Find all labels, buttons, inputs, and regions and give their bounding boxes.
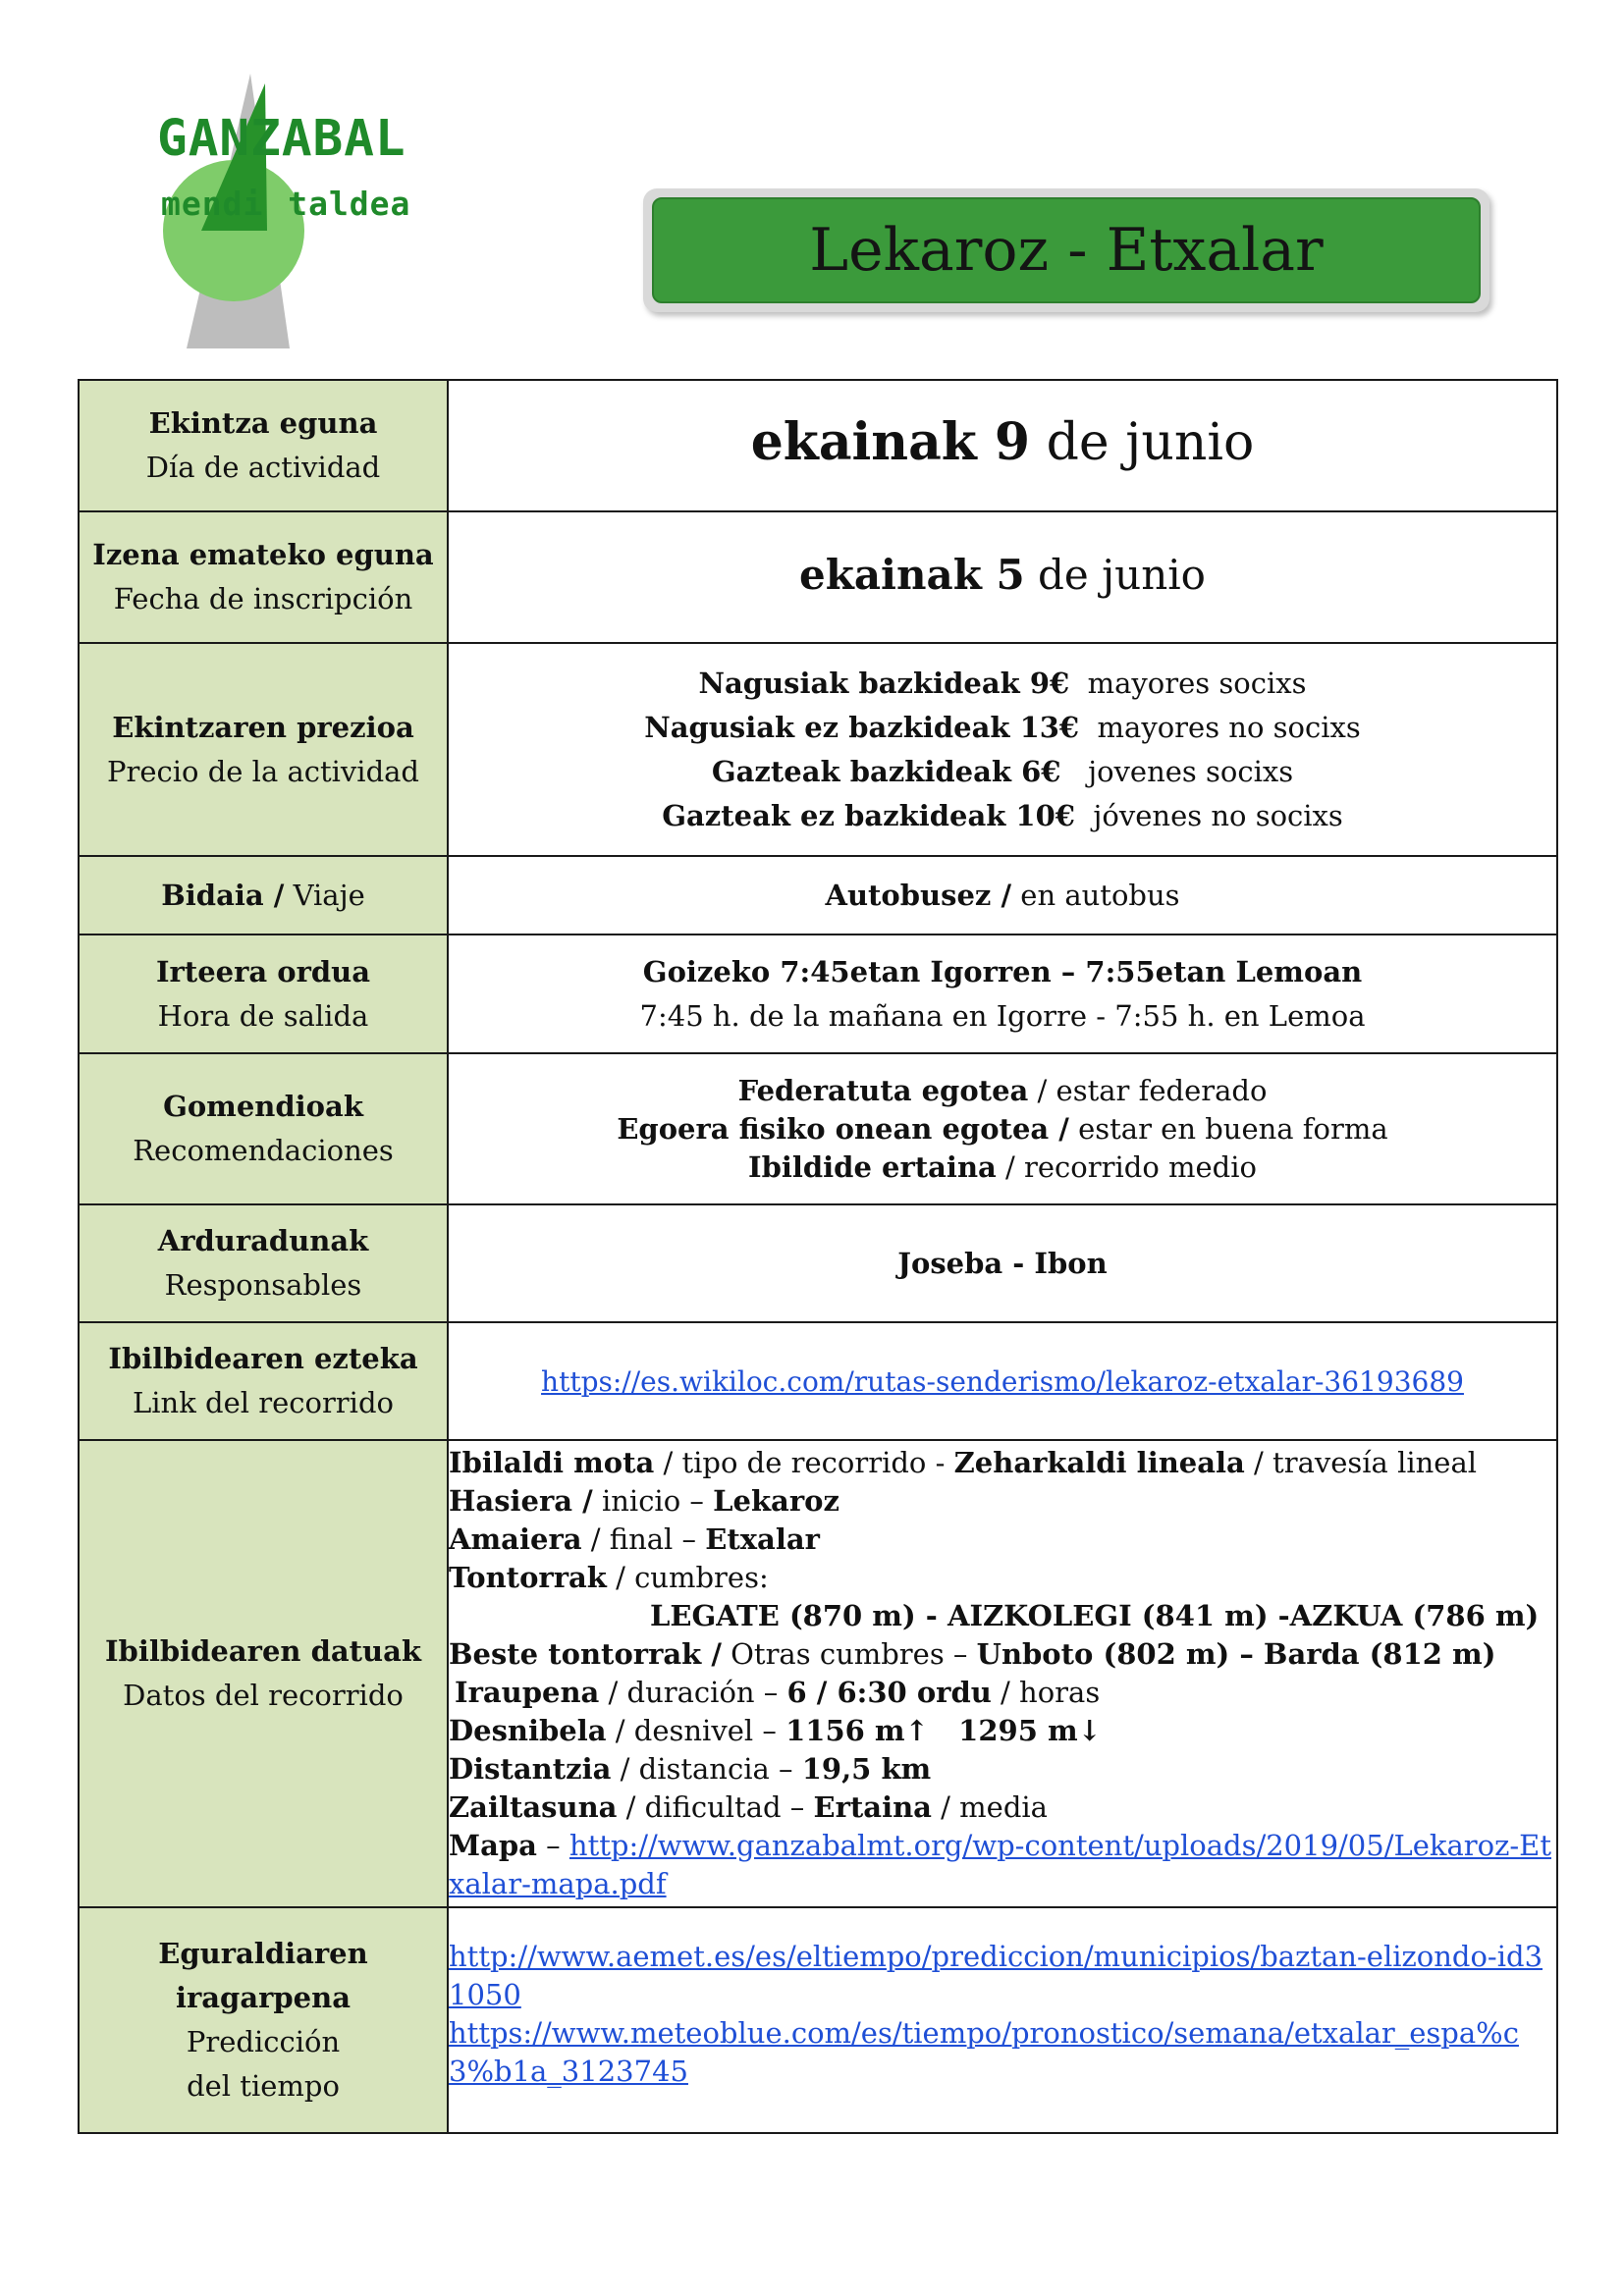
label-weather: Eguraldiaren iragarpena Predicción del tiempo bbox=[79, 1907, 448, 2133]
title-banner bbox=[643, 188, 1489, 312]
label-es: Recomendaciones bbox=[133, 1134, 394, 1167]
label-es: Hora de salida bbox=[157, 998, 369, 1033]
label-es: Responsables bbox=[164, 1268, 362, 1302]
label-date bbox=[79, 380, 448, 511]
value-travel: Autobusez / en autobus bbox=[448, 856, 1557, 934]
row-weather bbox=[79, 1907, 1557, 2133]
aemet-link[interactable]: http://www.aemet.es/es/eltiempo/prediccion/municipios/baztan-elizondo-id31050 bbox=[449, 1940, 1543, 2011]
label-es: Link del recorrido bbox=[133, 1386, 394, 1419]
value-departure: Goizeko 7:45etan Igorren – 7:55etan Lemoan 7:45 h. de la mañana en Igorre - 7:55 h. en Lemoa bbox=[448, 934, 1557, 1053]
route-other-peaks: Beste tontorrak / Otras cumbres – Unboto (802 m) – Barda (812 m) bbox=[449, 1637, 1496, 1671]
label-recommendations bbox=[79, 1053, 448, 1204]
label-eu: Ibilbidearen datuak bbox=[104, 1634, 422, 1668]
label-responsible bbox=[79, 1204, 448, 1322]
label-eu: Ekintza eguna bbox=[148, 406, 378, 440]
label-eu: Ekintzaren prezioa bbox=[112, 710, 414, 744]
date-es: de junio bbox=[1030, 412, 1255, 472]
price-line: Gazteak bazkideak 6€ jovenes socixs bbox=[711, 754, 1294, 788]
route-distance: Distantzia / distancia – 19,5 km bbox=[449, 1752, 932, 1786]
page-title: Lekaroz - Etxalar bbox=[809, 216, 1324, 285]
route-difficulty: Zailtasuna / dificultad – Ertaina / media bbox=[449, 1790, 1048, 1824]
meteoblue-link[interactable]: https://www.meteoblue.com/es/tiempo/pronostico/semana/etxalar_espa%c3%b1a_3123745 bbox=[449, 2016, 1519, 2088]
row-price bbox=[79, 643, 1557, 856]
price-line: Gazteak ez bazkideak 10€ jóvenes no socixs bbox=[662, 798, 1343, 832]
route-elevation: Desnibela / desnivel – 1156 m↑ 1295 m↓ bbox=[449, 1714, 1102, 1747]
route-map: Mapa – http://www.ganzabalmt.org/wp-content/uploads/2019/05/Lekaroz-Etxalar-mapa.pdf bbox=[449, 1829, 1551, 1900]
label-es: Fecha de inscripción bbox=[113, 582, 413, 615]
registration-eu: ekainak 5 bbox=[799, 551, 1025, 599]
route-peaks: Tontorrak / cumbres: bbox=[449, 1561, 769, 1594]
value-route-link bbox=[448, 1322, 1557, 1440]
price-line: Nagusiak ez bazkideak 13€ mayores no socixs bbox=[644, 710, 1361, 744]
value-price bbox=[448, 643, 1557, 856]
row-route-data bbox=[79, 1440, 1557, 1907]
route-type: Ibilaldi mota / tipo de recorrido - Zeharkaldi lineala / travesía lineal bbox=[449, 1446, 1478, 1479]
value-weather bbox=[448, 1907, 1557, 2133]
value-route-data bbox=[448, 1440, 1557, 1907]
value-responsible: Joseba - Ibon bbox=[448, 1204, 1557, 1322]
label-eu: Irteera ordua bbox=[155, 954, 371, 988]
label-eu: Ibilbidearen ezteka bbox=[108, 1342, 418, 1375]
row-responsible bbox=[79, 1204, 1557, 1322]
label-route-data bbox=[79, 1440, 448, 1907]
label-es: Datos del recorrido bbox=[123, 1679, 404, 1712]
label-es: Precio de la actividad bbox=[107, 754, 419, 788]
value-registration bbox=[448, 511, 1557, 643]
label-price bbox=[79, 643, 448, 856]
route-duration: Iraupena / duración – 6 / 6:30 ordu / horas bbox=[455, 1676, 1101, 1709]
title-banner-inner bbox=[652, 197, 1481, 303]
label-eu: Izena emateko eguna bbox=[92, 538, 434, 571]
row-route-link bbox=[79, 1322, 1557, 1440]
date-eu: ekainak 9 bbox=[750, 411, 1031, 472]
logo-name: GANZABAL bbox=[157, 110, 406, 168]
label-eu: Gomendioak bbox=[163, 1090, 363, 1123]
label-eu: Arduradunak bbox=[157, 1224, 369, 1257]
row-departure bbox=[79, 934, 1557, 1053]
label-registration bbox=[79, 511, 448, 643]
row-registration bbox=[79, 511, 1557, 643]
row-date bbox=[79, 380, 1557, 511]
value-date bbox=[448, 380, 1557, 511]
row-travel bbox=[79, 856, 1557, 934]
row-recommendations bbox=[79, 1053, 1557, 1204]
label-es: Día de actividad bbox=[145, 451, 381, 484]
route-end: Amaiera / final – Etxalar bbox=[449, 1522, 820, 1556]
route-peaks-list: LEGATE (870 m) - AIZKOLEGI (841 m) -AZKUA (786 m) bbox=[650, 1599, 1540, 1632]
label-departure bbox=[79, 934, 448, 1053]
map-link[interactable]: http://www.ganzabalmt.org/wp-content/uploads/2019/05/Lekaroz-Etxalar-mapa.pdf bbox=[449, 1829, 1551, 1900]
price-line: Nagusiak bazkideak 9€ mayores socixs bbox=[698, 666, 1307, 700]
wikiloc-link[interactable]: https://es.wikiloc.com/rutas-senderismo/lekaroz-etxalar-36193689 bbox=[541, 1364, 1464, 1398]
activity-table bbox=[78, 379, 1558, 2134]
label-travel bbox=[79, 856, 448, 934]
label-route-link bbox=[79, 1322, 448, 1440]
logo-subtitle: mendi taldea bbox=[161, 185, 411, 223]
registration-es: de junio bbox=[1024, 551, 1206, 599]
label-es: Viaje bbox=[284, 878, 365, 912]
route-start: Hasiera / inicio – Lekaroz bbox=[449, 1484, 839, 1518]
value-recommendations: Federatuta egotea / estar federado Egoera fisiko onean egotea / estar en buena forma Ibildide ertaina / recorrido medio bbox=[448, 1053, 1557, 1204]
label-eu: Bidaia / bbox=[161, 878, 285, 912]
